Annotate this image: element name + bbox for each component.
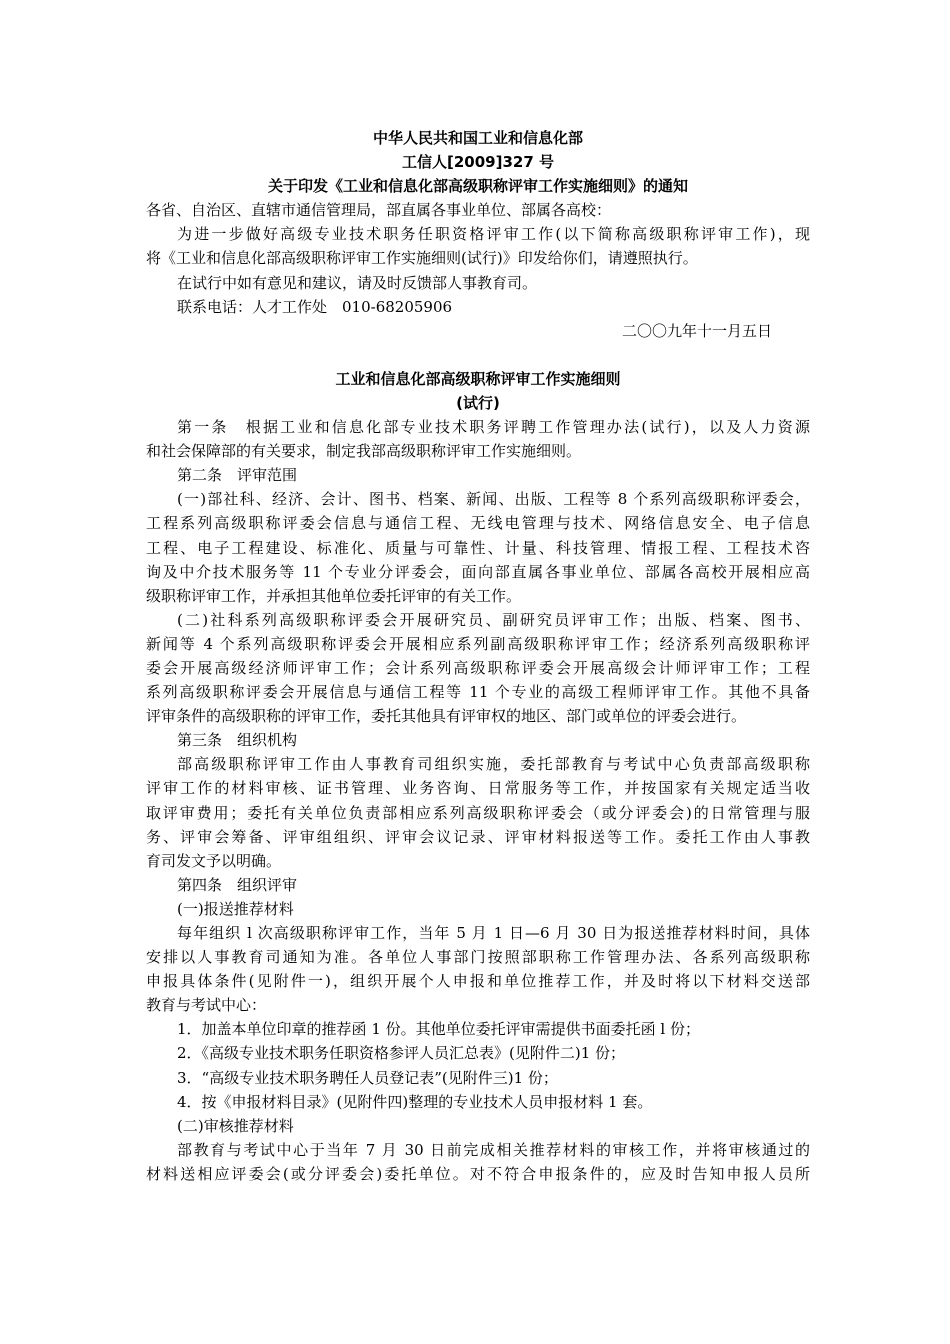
article-4-line: 部教育与考试中心于当年 7 月 30 日前完成相关推荐材料的审核工作，并将审核通过的	[177, 1140, 810, 1159]
article-2-line: 询及中介技术服务等 11 个专业分评委会，面向部直属各事业单位、部属各高校开展相应高	[146, 562, 810, 581]
article-2-line: 评审条件的高级职称的评审工作，委托其他具有评审权的地区、部门或单位的评委会进行。	[146, 707, 747, 726]
article-4-line: 申报具体条件(见附件一)，组织开展个人申报和单位推荐工作，并及时将以下材料交送部	[146, 972, 810, 991]
article-2-line: 新闻等 4 个系列高级职称评委会开展相应系列副高级职称评审工作；经济系列高级职称评	[146, 634, 810, 653]
article-4-heading: 第四条 组织评审	[177, 875, 298, 894]
section-heading: (一)报送推荐材料	[177, 899, 294, 918]
notice-paragraph-line: 将《工业和信息化部高级职称评审工作实施细则(试行)》印发给你们，请遵照执行。	[146, 249, 698, 268]
article-3-line: 评审工作的材料审核、证书管理、业务咨询、日常服务等工作，并按国家有关规定适当收	[146, 779, 810, 798]
article-2-heading: 第二条 评审范围	[177, 466, 298, 485]
notice-date: 二〇〇九年十一月五日	[621, 321, 772, 340]
article-1-line: 第一条 根据工业和信息化部专业技术职务评聘工作管理办法(试行)，以及人力资源	[177, 418, 810, 437]
article-2-line: (一)部社科、经济、会计、图书、档案、新闻、出版、工程等 8 个系列高级职称评委会，	[177, 490, 810, 509]
rules-title: 工业和信息化部高级职称评审工作实施细则	[335, 369, 621, 388]
article-2-line: 工程系列高级职称评委会信息与通信工程、无线电管理与技术、网络信息安全、电子信息	[146, 514, 810, 533]
article-4-line: 材料送相应评委会(或分评委会)委托单位。对不符合申报条件的，应及时告知申报人员所	[146, 1164, 810, 1183]
contact-phone: 联系电话：人才工作处 010-68205906	[177, 297, 453, 316]
article-2-line: 工程、电子工程建设、标准化、质量与可靠性、计量、科技管理、情报工程、工程技术咨	[146, 538, 810, 557]
article-3-line: 取评审费用；委托有关单位负责部相应系列高级职称评委会（或分评委会)的日常管理与服	[146, 803, 810, 822]
list-item: 4．按《申报材料目录》(见附件四)整理的专业技术人员申报材料 1 套。	[177, 1092, 653, 1111]
article-4-line: 教育与考试中心：	[146, 996, 267, 1015]
article-1-line: 和社会保障部的有关要求，制定我部高级职称评审工作实施细则。	[146, 442, 582, 461]
notice-paragraph: 在试行中如有意见和建议，请及时反馈部人事教育司。	[177, 273, 538, 292]
document-page	[146, 126, 810, 1186]
article-3-line: 育司发文予以明确。	[146, 851, 282, 870]
section-heading: (二)审核推荐材料	[177, 1116, 294, 1135]
list-item: 2．《高级专业技术职务任职资格参评人员汇总表》(见附件二)1 份；	[177, 1044, 626, 1063]
notice-paragraph-line: 为进一步做好高级专业技术职务任职资格评审工作(以下简称高级职称评审工作)，现	[177, 225, 810, 244]
article-2-line: 系列高级职称评委会开展信息与通信工程等 11 个专业的高级工程师评审工作。其他不具备	[146, 683, 810, 702]
article-3-line: 务、评审会筹备、评审组组织、评审会议记录、评审材料报送等工作。委托工作由人事教	[146, 827, 810, 846]
list-item: 3．“高级专业技术职务聘任人员登记表”(见附件三)1 份；	[177, 1068, 558, 1087]
article-2-line: 级职称评审工作，并承担其他单位委托评审的有关工作。	[146, 586, 522, 605]
article-3-line: 部高级职称评审工作由人事教育司组织实施，委托部教育与考试中心负责部高级职称	[177, 755, 810, 774]
article-2-line: 委会开展高级经济师评审工作；会计系列高级职称评委会开展高级会计师评审工作；工程	[146, 658, 810, 677]
issuing-org: 中华人民共和国工业和信息化部	[372, 129, 583, 147]
rules-subtitle: (试行)	[456, 393, 500, 412]
article-4-line: 安排以人事教育司通知为准。各单位人事部门按照部职称工作管理办法、各系列高级职称	[146, 948, 810, 967]
addressee: 各省、自治区、直辖市通信管理局，部直属各事业单位、部属各高校：	[146, 201, 612, 220]
document-number: 工信人[2009]327 号	[402, 153, 554, 172]
notice-title: 关于印发《工业和信息化部高级职称评审工作实施细则》的通知	[267, 177, 688, 196]
article-2-line: (二)社科系列高级职称评委会开展研究员、副研究员评审工作；出版、档案、图书、	[177, 610, 810, 629]
list-item: 1．加盖本单位印章的推荐函 1 份。其他单位委托评审需提供书面委托函 l 份；	[177, 1020, 700, 1039]
article-3-heading: 第三条 组织机构	[177, 731, 298, 750]
article-4-line: 每年组织 l 次高级职称评审工作，当年 5 月 1 日—6 月 30 日为报送推荐材料时间，具体	[177, 924, 810, 942]
